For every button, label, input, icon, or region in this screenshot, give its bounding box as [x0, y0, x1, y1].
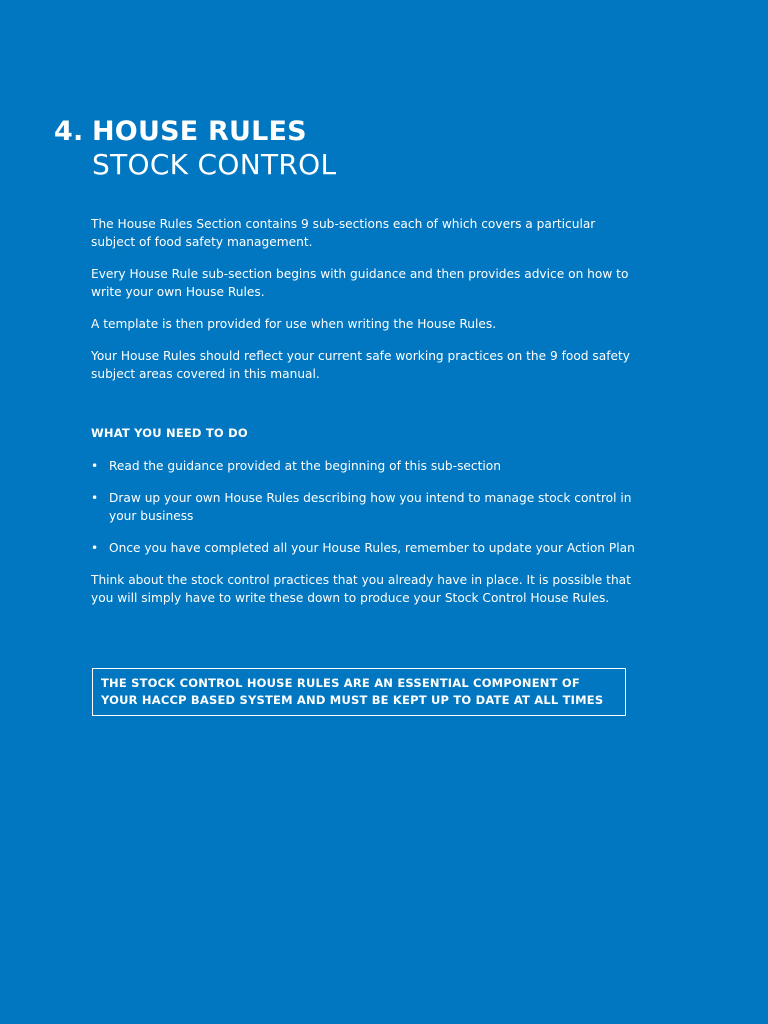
bullet-icon: • [91, 541, 99, 555]
section-number: 4. [54, 116, 84, 147]
section-title-line [54, 116, 654, 148]
important-notice-box [92, 668, 626, 716]
what-you-need-to-do-heading: WHAT YOU NEED TO DO [91, 426, 248, 440]
section-subtitle: STOCK CONTROL [92, 148, 337, 181]
section-heading-block [54, 116, 654, 182]
intro-paragraph: Every House Rule sub-section begins with guidance and then provides advice on how to write your own House Rules. [91, 267, 629, 299]
intro-paragraph: The House Rules Section contains 9 sub-sections each of which covers a particular subject of food safety management. [91, 217, 596, 249]
bullet-icon: • [91, 459, 99, 473]
task-text: Draw up your own House Rules describing how you intend to manage stock control in your business [109, 491, 632, 523]
task-list-item [91, 539, 636, 557]
task-text: Read the guidance provided at the beginning of this sub-section [109, 459, 501, 473]
task-list-item [91, 489, 636, 525]
body-content [91, 215, 636, 621]
closing-paragraph: Think about the stock control practices that you already have in place. It is possible that you will simply have to write these down to produce your Stock Control House Rules. [91, 573, 631, 605]
intro-paragraph: A template is then provided for use when writing the House Rules. [91, 317, 497, 331]
bullet-icon: • [91, 491, 99, 505]
task-list [91, 457, 636, 557]
task-list-item [91, 457, 636, 475]
section-title: HOUSE RULES [92, 116, 307, 147]
important-notice-text: THE STOCK CONTROL HOUSE RULES ARE AN ESSENTIAL COMPONENT OF YOUR HACCP BASED SYSTEM AND MUST BE KEPT UP TO DATE AT ALL TIMES [101, 676, 604, 707]
task-text: Once you have completed all your House Rules, remember to update your Action Plan [109, 541, 635, 555]
intro-paragraph: Your House Rules should reflect your current safe working practices on the 9 food safety subject areas covered in this manual. [91, 349, 631, 381]
